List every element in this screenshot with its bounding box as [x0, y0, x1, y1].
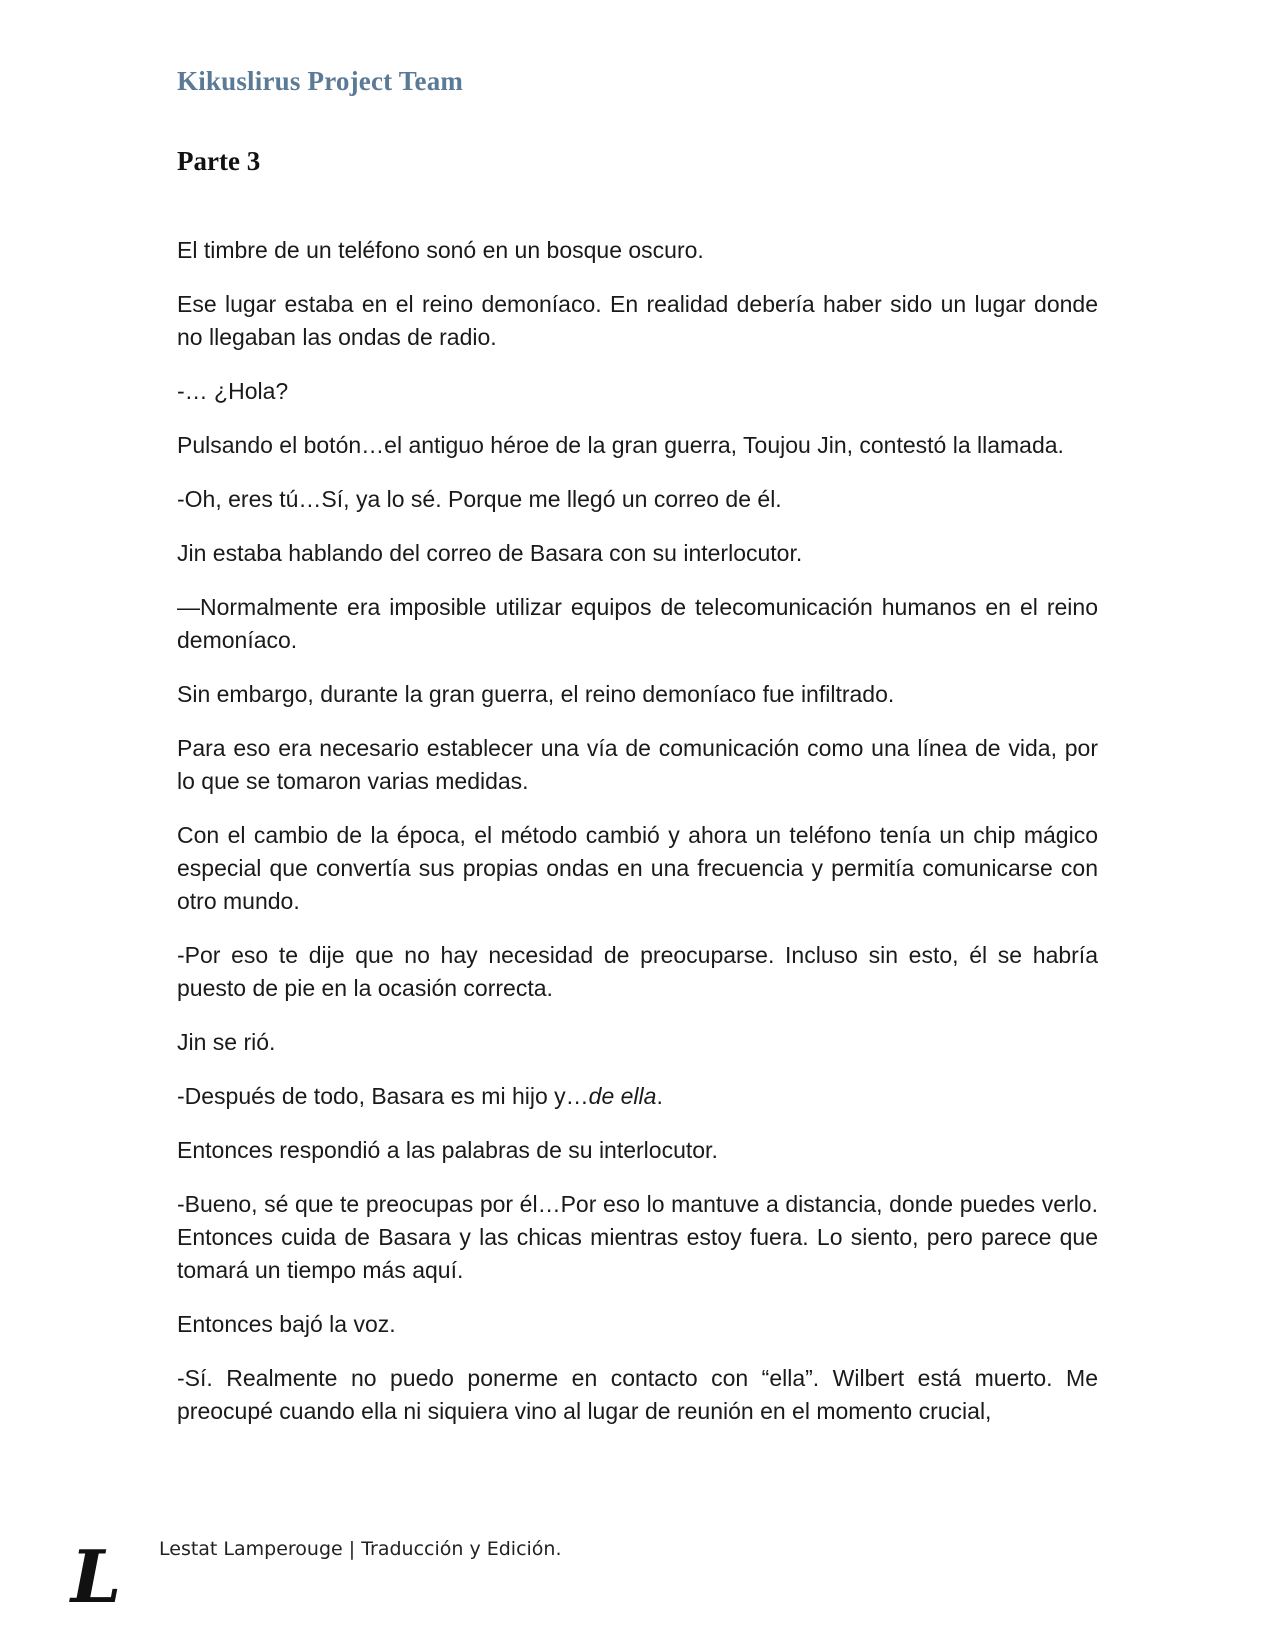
- paragraph-13-end: .: [656, 1083, 663, 1109]
- paragraph-16: Entonces bajó la voz.: [177, 1311, 396, 1337]
- paragraph-5: -Oh, eres tú…Sí, ya lo sé. Porque me llegó un correo de él.: [177, 486, 782, 512]
- paragraph-15: -Bueno, sé que te preocupas por él…Por eso lo mantuve a distancia, donde puedes verlo. Entonces cuida de Basara y las chicas mientras estoy fuera. Lo siento, pero parece que tomará un tiempo más aquí.: [177, 1191, 1098, 1283]
- paragraph-1: El timbre de un teléfono sonó en un bosque oscuro.: [177, 237, 704, 263]
- paragraph-6: Jin estaba hablando del correo de Basara con su interlocutor.: [177, 540, 803, 566]
- paragraph-12: Jin se rió.: [177, 1029, 276, 1055]
- logo-letter: L: [70, 1538, 122, 1612]
- paragraph-10: Con el cambio de la época, el método cambió y ahora un teléfono tenía un chip mágico especial que convertía sus propias ondas en una frecuencia y permitía comunicarse con otro mundo.: [177, 822, 1098, 914]
- paragraph-4: Pulsando el botón…el antiguo héroe de la gran guerra, Toujou Jin, contestó la llamada.: [177, 432, 1064, 458]
- paragraph-17: -Sí. Realmente no puedo ponerme en contacto con “ella”. Wilbert está muerto. Me preocupé cuando ella ni siquiera vino al lugar de reunión en el momento crucial,: [177, 1365, 1098, 1424]
- paragraph-13-italic: de ella: [588, 1083, 657, 1109]
- paragraph-7: —Normalmente era imposible utilizar equipos de telecomunicación humanos en el reino demoníaco.: [177, 594, 1098, 653]
- header-team-name: Kikuslirus Project Team: [177, 66, 464, 96]
- paragraph-13: [177, 1080, 1098, 1113]
- chapter-title: Parte 3: [177, 146, 261, 176]
- footer-credit: Lestat Lamperouge | Traducción y Edición.: [159, 1538, 562, 1560]
- paragraph-3: -… ¿Hola?: [177, 378, 289, 404]
- paragraph-8: Sin embargo, durante la gran guerra, el reino demoníaco fue infiltrado.: [177, 681, 895, 707]
- paragraph-13-text: -Después de todo, Basara es mi hijo y…: [177, 1083, 589, 1109]
- paragraph-2: Ese lugar estaba en el reino demoníaco. En realidad debería haber sido un lugar donde no llegaban las ondas de radio.: [177, 291, 1098, 350]
- paragraph-14: Entonces respondió a las palabras de su interlocutor.: [177, 1137, 718, 1163]
- body-text: [177, 234, 1098, 1449]
- paragraph-11: -Por eso te dije que no hay necesidad de preocuparse. Incluso sin esto, él se habría puesto de pie en la ocasión correcta.: [177, 942, 1098, 1001]
- paragraph-9: Para eso era necesario establecer una vía de comunicación como una línea de vida, por lo que se tomaron varias medidas.: [177, 735, 1098, 794]
- gothic-l-logo: [62, 1538, 130, 1612]
